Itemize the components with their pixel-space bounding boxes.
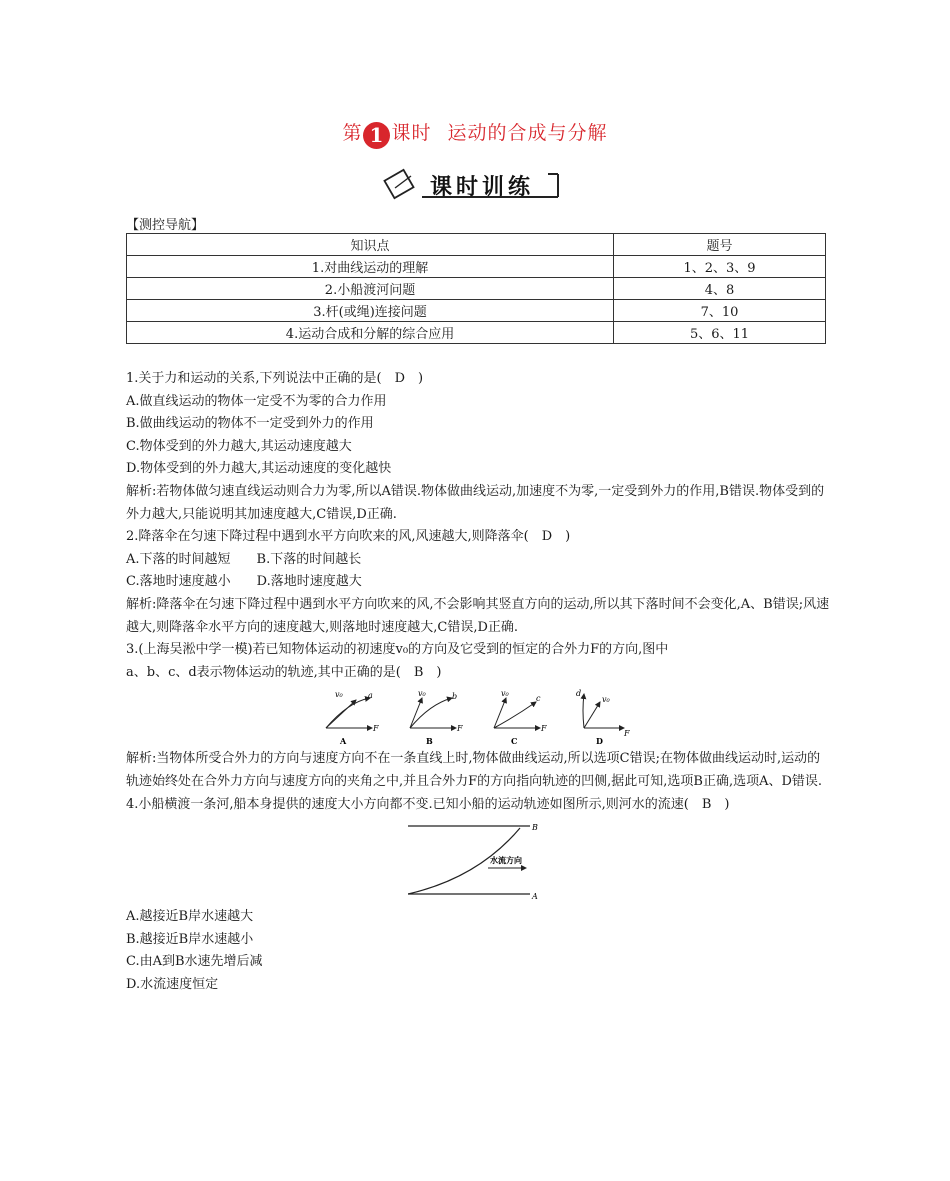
title-suffix: 课时 <box>391 122 432 144</box>
q4-option-a: A.越接近B岸水速越大 <box>126 909 254 925</box>
q3-v0-label: v₀ <box>418 689 426 699</box>
q4-bank-b-label: B <box>532 823 538 833</box>
q3-panel-label-a: A <box>340 736 347 747</box>
q1-option-c: C.物体受到的外力越大,其运动速度越大 <box>126 438 352 454</box>
q3-f-label: F <box>541 724 547 734</box>
nav-topic-cell: 2.小船渡河问题 <box>127 278 614 300</box>
q3-curve-label-c: c <box>536 694 541 704</box>
q3-curve-label-a: a <box>368 691 373 701</box>
q1-option-b: B.做曲线运动的物体不一定受到外力的作用 <box>126 416 374 432</box>
table-row <box>127 256 826 278</box>
q2-options-cd: C.落地时速度越小 D.落地时速度越大 <box>126 574 362 590</box>
q1-analysis: 解析:若物体做匀速直线运动则合力为零,所以A错误.物体做曲线运动,加速度不为零,一定受到外力的作用,B错误.物体受到的外力越大,只能说明其加速度越大,C错误,D正确. <box>126 483 825 522</box>
nav-number-cell: 4、8 <box>614 278 826 300</box>
q4-river-figure <box>408 822 548 902</box>
title-prefix: 第 <box>342 122 363 144</box>
q3-panel-d <box>576 689 630 746</box>
q3-curve-label-b: b <box>452 692 458 702</box>
banner-text: 课时训练 <box>430 175 535 200</box>
q3-analysis: 解析:当物体所受合外力的方向与速度方向不在一条直线上时,物体做曲线运动,所以选项C错误;在物体做曲线运动时,运动的轨迹始终处在合外力方向与速度方向的夹角之中,并且合外力F的方向指向轨迹的凹侧,据此可知,选项B正确,选项A、D错误. <box>126 751 823 789</box>
lesson-number-badge: 1 <box>363 122 390 149</box>
q4-option-c: C.由A到B水速先增后减 <box>126 954 263 970</box>
q3-panel-label-b: B <box>426 736 433 747</box>
q3-panel-c <box>494 689 547 746</box>
nav-header-topic: 知识点 <box>127 234 614 256</box>
nav-table <box>126 233 826 344</box>
q3-v0-label: v₀ <box>335 690 343 700</box>
q1-stem: 1.关于力和运动的关系,下列说法中正确的是( D ) <box>126 371 424 386</box>
nav-topic-cell: 4.运动合成和分解的综合应用 <box>127 322 614 344</box>
question-list <box>126 368 831 996</box>
title-topic: 运动的合成与分解 <box>447 122 608 144</box>
q3-v0-label: v₀ <box>501 689 509 699</box>
table-row <box>127 278 826 300</box>
page-title <box>0 118 950 149</box>
q4-bank-a-label: A <box>532 892 538 902</box>
nav-number-cell: 1、2、3、9 <box>614 256 826 278</box>
q3-f-label: F <box>373 724 379 734</box>
q2-analysis: 解析:降落伞在匀速下降过程中遇到水平方向吹来的风,不会影响其竖直方向的运动,所以其下落时间不会变化,A、B错误;风速越大,则降落伞水平方向的速度越大,则落地时速度越大,C错误,D正确. <box>126 596 830 635</box>
q3-stem-line1: 3.(上海吴淞中学一模)若已知物体运动的初速度v₀的方向及它受到的恒定的合外力F的方向,图中 <box>126 642 669 658</box>
q3-panel-label-d: D <box>596 736 603 747</box>
q3-v0-label: v₀ <box>602 695 610 705</box>
q3-trajectory-figure <box>318 688 638 746</box>
section-banner <box>382 168 562 200</box>
nav-topic-cell: 3.杆(或绳)连接问题 <box>127 300 614 322</box>
q3-panel-label-c: C <box>511 736 518 747</box>
q3-stem-line2: a、b、c、d表示物体运动的轨迹,其中正确的是( B ) <box>126 664 442 680</box>
q4-flow-label: 水流方向 <box>490 856 522 866</box>
nav-label: 【测控导航】 <box>126 218 205 233</box>
table-row <box>127 322 826 344</box>
table-row <box>127 300 826 322</box>
q2-options-ab: A.下落的时间越短 B.下落的时间越长 <box>126 551 362 567</box>
q1-option-a: A.做直线运动的物体一定受不为零的合力作用 <box>126 393 387 409</box>
q4-stem: 4.小船横渡一条河,船本身提供的速度大小方向都不变.已知小船的运动轨迹如图所示,则河水的流速( B ) <box>126 796 730 812</box>
q3-f-label: F <box>624 729 630 739</box>
nav-number-cell: 5、6、11 <box>614 322 826 344</box>
q3-curve-label-d: d <box>576 689 582 699</box>
q3-panel-b <box>410 689 463 746</box>
nav-header-number: 题号 <box>614 234 826 256</box>
q3-panel-a <box>326 690 379 746</box>
nav-number-cell: 7、10 <box>614 300 826 322</box>
q2-stem: 2.降落伞在匀速下降过程中遇到水平方向吹来的风,风速越大,则降落伞( D ) <box>126 529 571 545</box>
q3-f-label: F <box>457 724 463 734</box>
q4-option-d: D.水流速度恒定 <box>126 976 219 992</box>
q4-option-b: B.越接近B岸水速越小 <box>126 931 254 947</box>
nav-header-row <box>127 234 826 256</box>
nav-topic-cell: 1.对曲线运动的理解 <box>127 256 614 278</box>
q1-option-d: D.物体受到的外力越大,其运动速度的变化越快 <box>126 461 392 477</box>
